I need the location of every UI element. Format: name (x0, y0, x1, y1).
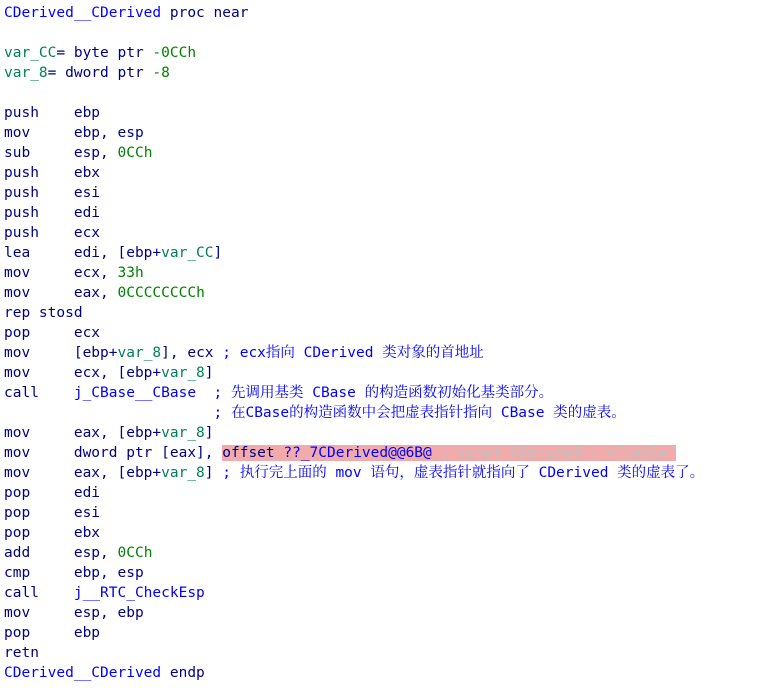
instruction: push ebp (4, 105, 101, 121)
code-line[interactable] (4, 483, 769, 503)
code-line[interactable] (4, 283, 769, 303)
code-line[interactable] (4, 243, 769, 263)
code-line[interactable] (4, 383, 769, 403)
type-keyword: = byte ptr (56, 45, 153, 61)
code-line[interactable] (4, 103, 769, 123)
code-line[interactable] (4, 583, 769, 603)
stack-variable-ref[interactable]: var_8 (161, 465, 205, 481)
immediate-value: 33h (117, 265, 144, 281)
instruction: push esi (4, 185, 101, 201)
call-target-name[interactable]: j_CBase__CBase (73, 385, 197, 401)
offset-keyword-highlighted: offset (222, 445, 284, 461)
instruction: ], ecx (161, 345, 223, 361)
instruction: push edi (4, 205, 101, 221)
user-comment: ; 先调用基类 CBase 的构造函数初始化基类部分。 (213, 385, 554, 401)
stack-variable-ref[interactable]: var_8 (117, 345, 162, 361)
code-line[interactable] (4, 463, 769, 483)
instruction: mov eax, [ebp+ (4, 425, 162, 441)
stack-variable-ref[interactable]: var_CC (161, 245, 214, 261)
instruction: mov ebp, esp (4, 125, 144, 141)
code-line[interactable] (4, 423, 769, 443)
instruction: call (4, 585, 74, 601)
code-line[interactable] (4, 223, 769, 243)
code-line[interactable] (4, 343, 769, 363)
code-line[interactable] (4, 563, 769, 583)
instruction: call (4, 385, 74, 401)
instruction: rep stosd (4, 305, 83, 321)
code-line[interactable] (4, 523, 769, 543)
instruction: mov [ebp+ (4, 345, 118, 361)
stack-variable-ref[interactable]: var_8 (161, 425, 205, 441)
code-line[interactable] (4, 603, 769, 623)
instruction: sub esp, (4, 145, 118, 161)
code-line[interactable] (4, 323, 769, 343)
code-line[interactable] (4, 263, 769, 283)
spacer (4, 405, 214, 421)
code-line[interactable] (4, 503, 769, 523)
instruction: push ebx (4, 165, 101, 181)
stack-variable-ref[interactable]: var_8 (161, 365, 205, 381)
code-line[interactable] (4, 303, 769, 323)
code-line[interactable] (4, 23, 769, 43)
instruction: retn (4, 645, 39, 661)
instruction: mov ecx, (4, 265, 118, 281)
instruction: ] (213, 245, 223, 261)
instruction: pop edi (4, 485, 101, 501)
code-line[interactable] (4, 663, 769, 683)
instruction: push ecx (4, 225, 101, 241)
instruction: mov ecx, [ebp+ (4, 365, 162, 381)
proc-keyword: proc near (161, 5, 249, 21)
code-line[interactable] (4, 123, 769, 143)
immediate-value: 0CCCCCCCCh (117, 285, 205, 301)
code-line[interactable] (4, 63, 769, 83)
instruction: mov esp, ebp (4, 605, 144, 621)
stack-variable-declaration[interactable]: var_CC (4, 45, 57, 61)
instruction: ] (204, 365, 214, 381)
instruction: mov eax, (4, 285, 118, 301)
code-line[interactable] (4, 403, 769, 423)
stack-offset-value: -8 (152, 65, 170, 81)
code-line[interactable] (4, 443, 769, 463)
instruction: mov eax, [ebp+ (4, 465, 162, 481)
stack-variable-declaration[interactable]: var_8 (4, 65, 48, 81)
instruction: ] (204, 425, 214, 441)
code-line[interactable] (4, 163, 769, 183)
call-target-name[interactable]: j__RTC_CheckEsp (73, 585, 205, 601)
user-comment: ; 执行完上面的 mov 语句，虚表指针就指向了 CDerived 类的虚表了。 (222, 465, 705, 481)
code-line[interactable] (4, 143, 769, 163)
code-line[interactable] (4, 363, 769, 383)
spacer (196, 385, 213, 401)
code-line[interactable] (4, 543, 769, 563)
instruction: add esp, (4, 545, 118, 561)
instruction: pop esi (4, 505, 101, 521)
procedure-name[interactable]: CDerived__CDerived (4, 5, 162, 21)
code-line[interactable] (4, 43, 769, 63)
instruction: lea edi, [ebp+ (4, 245, 162, 261)
immediate-value: 0CCh (117, 545, 153, 561)
demangled-name-comment: ; const CDerived::`vftable' (431, 445, 677, 461)
code-line[interactable] (4, 643, 769, 663)
instruction: mov dword ptr [eax], (4, 445, 223, 461)
user-comment: ; 在CBase的构造函数中会把虚表指针指向 CBase 类的虚表。 (213, 405, 626, 421)
instruction: pop ebx (4, 525, 101, 541)
vftable-offset-name[interactable]: ??_7CDerived@@6B@ (283, 445, 432, 461)
procedure-name[interactable]: CDerived__CDerived (4, 665, 162, 681)
code-line[interactable] (4, 3, 769, 23)
type-keyword: = dword ptr (47, 65, 153, 81)
user-comment: ; ecx指向 CDerived 类对象的首地址 (222, 345, 484, 361)
instruction: pop ecx (4, 325, 101, 341)
endp-keyword: endp (161, 665, 205, 681)
stack-offset-value: -0CCh (152, 45, 197, 61)
instruction: pop ebp (4, 625, 101, 641)
instruction: cmp ebp, esp (4, 565, 144, 581)
code-line[interactable] (4, 623, 769, 643)
code-line[interactable] (4, 183, 769, 203)
code-line[interactable] (4, 203, 769, 223)
instruction: ] (204, 465, 223, 481)
code-line[interactable] (4, 83, 769, 103)
immediate-value: 0CCh (117, 145, 153, 161)
